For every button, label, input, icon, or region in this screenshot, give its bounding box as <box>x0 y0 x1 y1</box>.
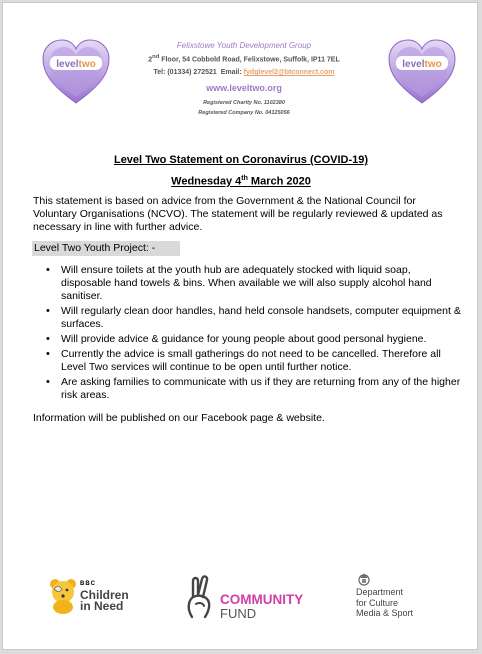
date-rest: March 2020 <box>247 175 311 188</box>
address-prefix: 2 <box>148 56 153 64</box>
children-in-need-logo <box>48 576 140 616</box>
email-link[interactable]: fydglevel2@btconnect.com <box>243 69 335 76</box>
document-page <box>2 2 478 650</box>
list-item: • Are asking families to communicate with us if they are returning from any of the higher risk areas. <box>33 376 461 402</box>
svg-text:leveltwo <box>56 59 95 70</box>
project-heading: Level Two Youth Project: - <box>32 241 180 256</box>
dcms-line-3: Media & Sport <box>356 608 414 618</box>
commitments-list <box>33 264 461 404</box>
crossed-fingers-icon <box>183 573 217 619</box>
company-number: Registered Company No. 04125056 <box>198 110 290 116</box>
fund-label: FUND <box>220 606 257 621</box>
bbc-label: BBC <box>80 581 96 587</box>
website-link[interactable]: www.leveltwo.org <box>206 83 282 93</box>
logo-text-two: two <box>78 59 96 70</box>
email-label: Email: <box>220 69 242 76</box>
dcms-logo <box>348 569 436 625</box>
logo-text-level: level <box>56 59 79 70</box>
community-label: COMMUNITY <box>220 592 304 607</box>
date-sup: th <box>241 175 248 182</box>
org-address <box>113 54 375 63</box>
date-weekday: Wednesday 4 <box>171 175 242 188</box>
charity-number: Registered Charity No. 1102380 <box>203 100 285 106</box>
statement-title: Level Two Statement on Coronavirus (COVID-19) <box>113 154 369 166</box>
leveltwo-logo-left <box>41 37 111 107</box>
org-contact <box>113 69 375 76</box>
logo-text-level: level <box>402 59 425 70</box>
list-item: • Will ensure toilets at the youth hub are adequately stocked with liquid soap, disposable hand towels & bins. When available we will also supply alcohol hand sanitiser. <box>33 264 461 303</box>
org-name: Felixstowe Youth Development Group <box>176 41 312 50</box>
pudsey-bear-icon <box>48 578 78 614</box>
org-tel: Tel: (01334) 272521 <box>153 69 217 76</box>
logo-text-two: two <box>424 59 442 70</box>
address-sup: nd <box>152 54 160 60</box>
list-item: • Currently the advice is small gatherings do not need to be cancelled. Therefore all Level Two services will continue to be open until further notice. <box>33 348 461 374</box>
dcms-line-2: for Culture <box>356 597 399 608</box>
svg-text:leveltwo <box>402 59 441 70</box>
leveltwo-logo-right <box>387 37 457 107</box>
outro-paragraph: Information will be published on our Facebook page & website. <box>33 412 325 424</box>
intro-paragraph: This statement is based on advice from the Government & the National Council for Voluntary Organisations (NCVO). The statement will be regularly reviewed & updated as necessary in line with further advice. <box>33 195 443 233</box>
address-rest: Floor, 54 Cobbold Road, Felixstowe, Suffolk, IP11 7EL <box>159 56 340 64</box>
cin-line-1: Children <box>80 588 129 602</box>
list-item: • Will provide advice & guidance for young people about good personal hygiene. <box>33 333 461 346</box>
dcms-line-1: Department <box>356 587 404 597</box>
cin-line-2: in Need <box>80 599 124 613</box>
list-item: • Will regularly clean door handles, hand held console handsets, computer equipment & surfaces. <box>33 305 461 331</box>
community-fund-logo <box>183 573 323 621</box>
royal-crest-icon <box>356 571 372 587</box>
statement-date <box>3 175 479 188</box>
